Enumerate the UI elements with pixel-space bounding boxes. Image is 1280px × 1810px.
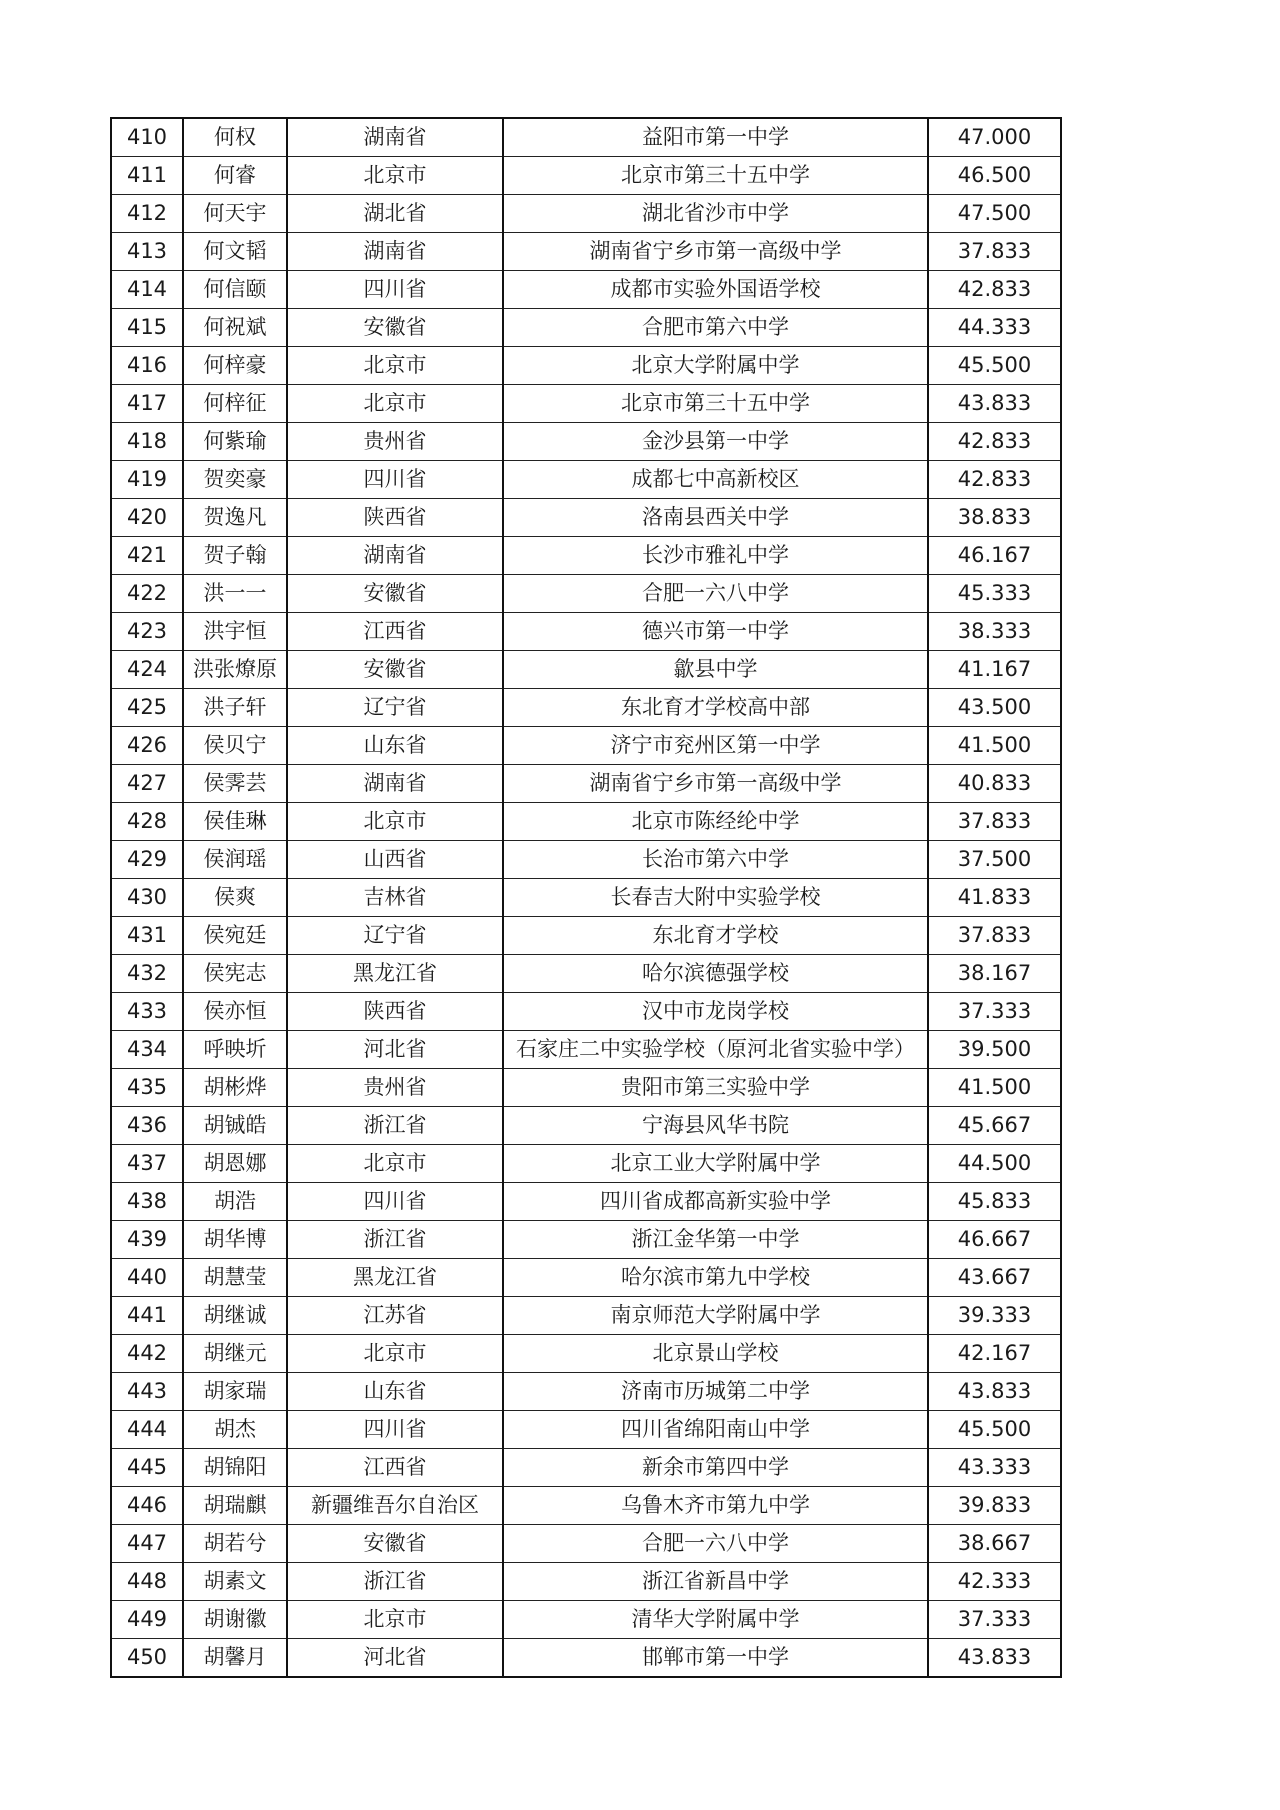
student-name-cell: 胡杰 [183, 1411, 287, 1449]
row-number-cell: 427 [111, 765, 183, 803]
student-name-cell: 洪张燎原 [183, 651, 287, 689]
student-name-cell: 胡瑞麒 [183, 1487, 287, 1525]
row-number-cell: 431 [111, 917, 183, 955]
student-name-cell: 胡家瑞 [183, 1373, 287, 1411]
school-name-text: 哈尔滨德强学校 [642, 961, 789, 985]
student-name-cell: 贺子翰 [183, 537, 287, 575]
student-name-cell: 侯润瑶 [183, 841, 287, 879]
school-name-text: 新余市第四中学 [642, 1455, 789, 1479]
table-row [111, 613, 1061, 651]
school-cell [503, 1411, 928, 1449]
table-row [111, 727, 1061, 765]
score-cell: 43.833 [928, 385, 1061, 423]
table-row [111, 118, 1061, 157]
score-cell: 42.333 [928, 1563, 1061, 1601]
province-cell: 浙江省 [287, 1221, 503, 1259]
school-name-text: 北京市陈经纶中学 [631, 809, 800, 833]
score-cell: 44.333 [928, 309, 1061, 347]
score-cell: 39.833 [928, 1487, 1061, 1525]
province-cell: 山东省 [287, 1373, 503, 1411]
school-name-text: 湖南省宁乡市第一高级中学 [589, 771, 842, 795]
row-number-cell: 437 [111, 1145, 183, 1183]
row-number-cell: 430 [111, 879, 183, 917]
student-name-cell: 胡华博 [183, 1221, 287, 1259]
results-table [110, 117, 1062, 1678]
school-name-text: 合肥一六八中学 [642, 1531, 789, 1555]
row-number-cell: 433 [111, 993, 183, 1031]
student-name-cell: 何祝斌 [183, 309, 287, 347]
student-name-cell: 胡继诚 [183, 1297, 287, 1335]
score-cell: 37.833 [928, 233, 1061, 271]
province-cell: 江西省 [287, 613, 503, 651]
school-name-text: 济南市历城第二中学 [621, 1379, 810, 1403]
student-name-cell: 胡彬烨 [183, 1069, 287, 1107]
table-row [111, 1373, 1061, 1411]
school-name-text: 汉中市龙岗学校 [642, 999, 789, 1023]
province-cell: 四川省 [287, 271, 503, 309]
table-row [111, 423, 1061, 461]
row-number-cell: 422 [111, 575, 183, 613]
student-name-cell: 何权 [183, 118, 287, 157]
table-row [111, 1107, 1061, 1145]
row-number-cell: 443 [111, 1373, 183, 1411]
row-number-cell: 413 [111, 233, 183, 271]
table-row [111, 537, 1061, 575]
school-cell [503, 1335, 928, 1373]
school-cell [503, 765, 928, 803]
school-name-text: 石家庄二中实验学校（原河北省实验中学） [516, 1037, 915, 1061]
school-cell [503, 423, 928, 461]
province-cell: 江苏省 [287, 1297, 503, 1335]
school-name-text: 成都七中高新校区 [631, 467, 800, 491]
school-cell [503, 651, 928, 689]
student-name-cell: 胡锦阳 [183, 1449, 287, 1487]
school-name-text: 东北育才学校 [652, 923, 779, 947]
province-cell: 陕西省 [287, 993, 503, 1031]
student-name-cell: 胡若兮 [183, 1525, 287, 1563]
school-cell [503, 537, 928, 575]
school-cell [503, 1449, 928, 1487]
school-cell [503, 1069, 928, 1107]
score-cell: 41.833 [928, 879, 1061, 917]
row-number-cell: 441 [111, 1297, 183, 1335]
school-cell [503, 1525, 928, 1563]
student-name-cell: 何睿 [183, 157, 287, 195]
student-name-cell: 洪子轩 [183, 689, 287, 727]
school-cell [503, 955, 928, 993]
school-cell [503, 309, 928, 347]
school-name-text: 清华大学附属中学 [631, 1607, 800, 1631]
row-number-cell: 432 [111, 955, 183, 993]
province-cell: 陕西省 [287, 499, 503, 537]
score-cell: 41.500 [928, 1069, 1061, 1107]
school-name-text: 北京景山学校 [652, 1341, 779, 1365]
table-row [111, 461, 1061, 499]
school-cell [503, 727, 928, 765]
score-cell: 42.833 [928, 271, 1061, 309]
province-cell: 四川省 [287, 1411, 503, 1449]
school-name-text: 北京大学附属中学 [631, 353, 800, 377]
school-name-text: 长沙市雅礼中学 [642, 543, 789, 567]
table-row [111, 841, 1061, 879]
student-name-cell: 胡谢徽 [183, 1601, 287, 1639]
school-cell [503, 157, 928, 195]
table-row [111, 1335, 1061, 1373]
score-cell: 45.833 [928, 1183, 1061, 1221]
school-name-text: 宁海县风华书院 [642, 1113, 789, 1137]
student-name-cell: 侯贝宁 [183, 727, 287, 765]
score-cell: 43.833 [928, 1373, 1061, 1411]
score-cell: 37.833 [928, 803, 1061, 841]
score-cell: 42.167 [928, 1335, 1061, 1373]
school-name-text: 湖南省宁乡市第一高级中学 [589, 239, 842, 263]
row-number-cell: 415 [111, 309, 183, 347]
province-cell: 北京市 [287, 385, 503, 423]
row-number-cell: 414 [111, 271, 183, 309]
score-cell: 37.333 [928, 993, 1061, 1031]
school-cell [503, 1221, 928, 1259]
score-cell: 38.167 [928, 955, 1061, 993]
row-number-cell: 448 [111, 1563, 183, 1601]
table-row [111, 575, 1061, 613]
student-name-cell: 侯佳琳 [183, 803, 287, 841]
school-name-text: 哈尔滨市第九中学校 [621, 1265, 810, 1289]
table-row [111, 651, 1061, 689]
student-name-cell: 侯霁芸 [183, 765, 287, 803]
row-number-cell: 435 [111, 1069, 183, 1107]
row-number-cell: 436 [111, 1107, 183, 1145]
school-cell [503, 1145, 928, 1183]
table-row [111, 1563, 1061, 1601]
score-cell: 43.500 [928, 689, 1061, 727]
province-cell: 贵州省 [287, 423, 503, 461]
table-row [111, 195, 1061, 233]
school-cell [503, 118, 928, 157]
row-number-cell: 419 [111, 461, 183, 499]
school-cell [503, 1297, 928, 1335]
province-cell: 安徽省 [287, 651, 503, 689]
school-name-text: 长治市第六中学 [642, 847, 789, 871]
province-cell: 湖北省 [287, 195, 503, 233]
school-cell [503, 1107, 928, 1145]
table-row [111, 347, 1061, 385]
student-name-cell: 洪一一 [183, 575, 287, 613]
row-number-cell: 411 [111, 157, 183, 195]
row-number-cell: 425 [111, 689, 183, 727]
score-cell: 46.167 [928, 537, 1061, 575]
province-cell: 北京市 [287, 157, 503, 195]
province-cell: 湖南省 [287, 118, 503, 157]
province-cell: 黑龙江省 [287, 1259, 503, 1297]
province-cell: 辽宁省 [287, 917, 503, 955]
student-name-cell: 何信颐 [183, 271, 287, 309]
school-name-text: 四川省成都高新实验中学 [600, 1189, 831, 1213]
row-number-cell: 417 [111, 385, 183, 423]
province-cell: 江西省 [287, 1449, 503, 1487]
school-cell [503, 1031, 928, 1069]
student-name-cell: 贺逸凡 [183, 499, 287, 537]
score-cell: 38.333 [928, 613, 1061, 651]
row-number-cell: 423 [111, 613, 183, 651]
school-cell [503, 271, 928, 309]
school-cell [503, 385, 928, 423]
table-row [111, 309, 1061, 347]
province-cell: 浙江省 [287, 1563, 503, 1601]
score-cell: 46.667 [928, 1221, 1061, 1259]
student-name-cell: 侯爽 [183, 879, 287, 917]
table-row [111, 271, 1061, 309]
student-name-cell: 胡铖皓 [183, 1107, 287, 1145]
school-name-text: 歙县中学 [673, 657, 758, 681]
row-number-cell: 446 [111, 1487, 183, 1525]
school-name-text: 成都市实验外国语学校 [610, 277, 821, 301]
province-cell: 四川省 [287, 461, 503, 499]
school-cell [503, 575, 928, 613]
school-name-text: 浙江金华第一中学 [631, 1227, 800, 1251]
score-cell: 42.833 [928, 461, 1061, 499]
school-cell [503, 1487, 928, 1525]
school-cell [503, 195, 928, 233]
score-cell: 42.833 [928, 423, 1061, 461]
row-number-cell: 445 [111, 1449, 183, 1487]
province-cell: 辽宁省 [287, 689, 503, 727]
province-cell: 贵州省 [287, 1069, 503, 1107]
school-cell [503, 1563, 928, 1601]
score-cell: 45.667 [928, 1107, 1061, 1145]
table-row [111, 1069, 1061, 1107]
row-number-cell: 449 [111, 1601, 183, 1639]
school-name-text: 北京工业大学附属中学 [610, 1151, 821, 1175]
school-name-text: 德兴市第一中学 [642, 619, 789, 643]
table-row [111, 1449, 1061, 1487]
row-number-cell: 418 [111, 423, 183, 461]
student-name-cell: 何紫瑜 [183, 423, 287, 461]
student-name-cell: 胡慧莹 [183, 1259, 287, 1297]
row-number-cell: 420 [111, 499, 183, 537]
province-cell: 北京市 [287, 1335, 503, 1373]
school-name-text: 济宁市兖州区第一中学 [610, 733, 821, 757]
table-row [111, 955, 1061, 993]
school-name-text: 乌鲁木齐市第九中学 [621, 1493, 810, 1517]
school-cell [503, 841, 928, 879]
table-row [111, 1183, 1061, 1221]
table-row [111, 499, 1061, 537]
table-row [111, 689, 1061, 727]
row-number-cell: 416 [111, 347, 183, 385]
school-cell [503, 1183, 928, 1221]
school-name-text: 贵阳市第三实验中学 [621, 1075, 810, 1099]
student-name-cell: 洪宇恒 [183, 613, 287, 651]
table-row [111, 1145, 1061, 1183]
province-cell: 北京市 [287, 1145, 503, 1183]
row-number-cell: 426 [111, 727, 183, 765]
table-row [111, 1259, 1061, 1297]
score-cell: 44.500 [928, 1145, 1061, 1183]
province-cell: 北京市 [287, 1601, 503, 1639]
student-name-cell: 何天宇 [183, 195, 287, 233]
student-name-cell: 胡继元 [183, 1335, 287, 1373]
score-cell: 46.500 [928, 157, 1061, 195]
province-cell: 河北省 [287, 1031, 503, 1069]
table-row [111, 765, 1061, 803]
row-number-cell: 428 [111, 803, 183, 841]
school-name-text: 南京师范大学附属中学 [610, 1303, 821, 1327]
row-number-cell: 424 [111, 651, 183, 689]
province-cell: 湖南省 [287, 233, 503, 271]
score-cell: 38.667 [928, 1525, 1061, 1563]
score-cell: 45.500 [928, 1411, 1061, 1449]
province-cell: 北京市 [287, 803, 503, 841]
province-cell: 湖南省 [287, 537, 503, 575]
score-cell: 37.333 [928, 1601, 1061, 1639]
score-cell: 47.000 [928, 118, 1061, 157]
row-number-cell: 447 [111, 1525, 183, 1563]
school-cell [503, 461, 928, 499]
score-cell: 47.500 [928, 195, 1061, 233]
score-cell: 37.833 [928, 917, 1061, 955]
school-name-text: 合肥市第六中学 [642, 315, 789, 339]
table-row [111, 1525, 1061, 1563]
student-name-cell: 侯亦恒 [183, 993, 287, 1031]
score-cell: 37.500 [928, 841, 1061, 879]
row-number-cell: 412 [111, 195, 183, 233]
table-row [111, 1297, 1061, 1335]
row-number-cell: 440 [111, 1259, 183, 1297]
school-name-text: 四川省绵阳南山中学 [621, 1417, 810, 1441]
province-cell: 安徽省 [287, 309, 503, 347]
score-cell: 45.333 [928, 575, 1061, 613]
score-cell: 40.833 [928, 765, 1061, 803]
table-row [111, 233, 1061, 271]
province-cell: 四川省 [287, 1183, 503, 1221]
row-number-cell: 442 [111, 1335, 183, 1373]
row-number-cell: 444 [111, 1411, 183, 1449]
score-cell: 43.833 [928, 1639, 1061, 1678]
school-name-text: 金沙县第一中学 [642, 429, 789, 453]
province-cell: 山西省 [287, 841, 503, 879]
row-number-cell: 429 [111, 841, 183, 879]
province-cell: 山东省 [287, 727, 503, 765]
school-name-text: 长春吉大附中实验学校 [610, 885, 821, 909]
table-row [111, 1031, 1061, 1069]
score-cell: 38.833 [928, 499, 1061, 537]
student-name-cell: 胡素文 [183, 1563, 287, 1601]
table-row [111, 993, 1061, 1031]
results-sheet [110, 117, 1060, 1678]
student-name-cell: 侯宛廷 [183, 917, 287, 955]
student-name-cell: 何梓征 [183, 385, 287, 423]
province-cell: 北京市 [287, 347, 503, 385]
score-cell: 45.500 [928, 347, 1061, 385]
school-cell [503, 499, 928, 537]
school-name-text: 合肥一六八中学 [642, 581, 789, 605]
row-number-cell: 434 [111, 1031, 183, 1069]
school-cell [503, 347, 928, 385]
table-row [111, 1601, 1061, 1639]
school-name-text: 湖北省沙市中学 [642, 201, 789, 225]
table-row [111, 1221, 1061, 1259]
row-number-cell: 438 [111, 1183, 183, 1221]
province-cell: 浙江省 [287, 1107, 503, 1145]
score-cell: 43.667 [928, 1259, 1061, 1297]
student-name-cell: 何文韬 [183, 233, 287, 271]
province-cell: 河北省 [287, 1639, 503, 1678]
row-number-cell: 450 [111, 1639, 183, 1678]
table-row [111, 803, 1061, 841]
school-cell [503, 1601, 928, 1639]
table-row [111, 1487, 1061, 1525]
student-name-cell: 胡馨月 [183, 1639, 287, 1678]
table-row [111, 1639, 1061, 1678]
score-cell: 39.500 [928, 1031, 1061, 1069]
school-cell [503, 993, 928, 1031]
table-row [111, 157, 1061, 195]
school-cell [503, 1639, 928, 1678]
results-table-body [111, 118, 1061, 1677]
school-cell [503, 917, 928, 955]
school-name-text: 益阳市第一中学 [642, 125, 789, 149]
table-row [111, 1411, 1061, 1449]
school-name-text: 浙江省新昌中学 [642, 1569, 789, 1593]
student-name-cell: 何梓豪 [183, 347, 287, 385]
school-cell [503, 1373, 928, 1411]
school-name-text: 东北育才学校高中部 [621, 695, 810, 719]
school-cell [503, 233, 928, 271]
province-cell: 安徽省 [287, 1525, 503, 1563]
row-number-cell: 421 [111, 537, 183, 575]
school-cell [503, 1259, 928, 1297]
school-cell [503, 689, 928, 727]
student-name-cell: 侯宪志 [183, 955, 287, 993]
school-name-text: 北京市第三十五中学 [621, 163, 810, 187]
score-cell: 43.333 [928, 1449, 1061, 1487]
row-number-cell: 410 [111, 118, 183, 157]
province-cell: 安徽省 [287, 575, 503, 613]
student-name-cell: 胡恩娜 [183, 1145, 287, 1183]
score-cell: 41.167 [928, 651, 1061, 689]
table-row [111, 385, 1061, 423]
province-cell: 吉林省 [287, 879, 503, 917]
school-cell [503, 879, 928, 917]
table-row [111, 879, 1061, 917]
student-name-cell: 呼映圻 [183, 1031, 287, 1069]
student-name-cell: 贺奕豪 [183, 461, 287, 499]
row-number-cell: 439 [111, 1221, 183, 1259]
table-row [111, 917, 1061, 955]
province-cell: 新疆维吾尔自治区 [287, 1487, 503, 1525]
school-name-text: 邯郸市第一中学 [642, 1645, 789, 1669]
student-name-cell: 胡浩 [183, 1183, 287, 1221]
school-name-text: 北京市第三十五中学 [621, 391, 810, 415]
province-cell: 湖南省 [287, 765, 503, 803]
province-cell: 黑龙江省 [287, 955, 503, 993]
school-cell [503, 803, 928, 841]
school-cell [503, 613, 928, 651]
score-cell: 39.333 [928, 1297, 1061, 1335]
score-cell: 41.500 [928, 727, 1061, 765]
school-name-text: 洛南县西关中学 [642, 505, 789, 529]
